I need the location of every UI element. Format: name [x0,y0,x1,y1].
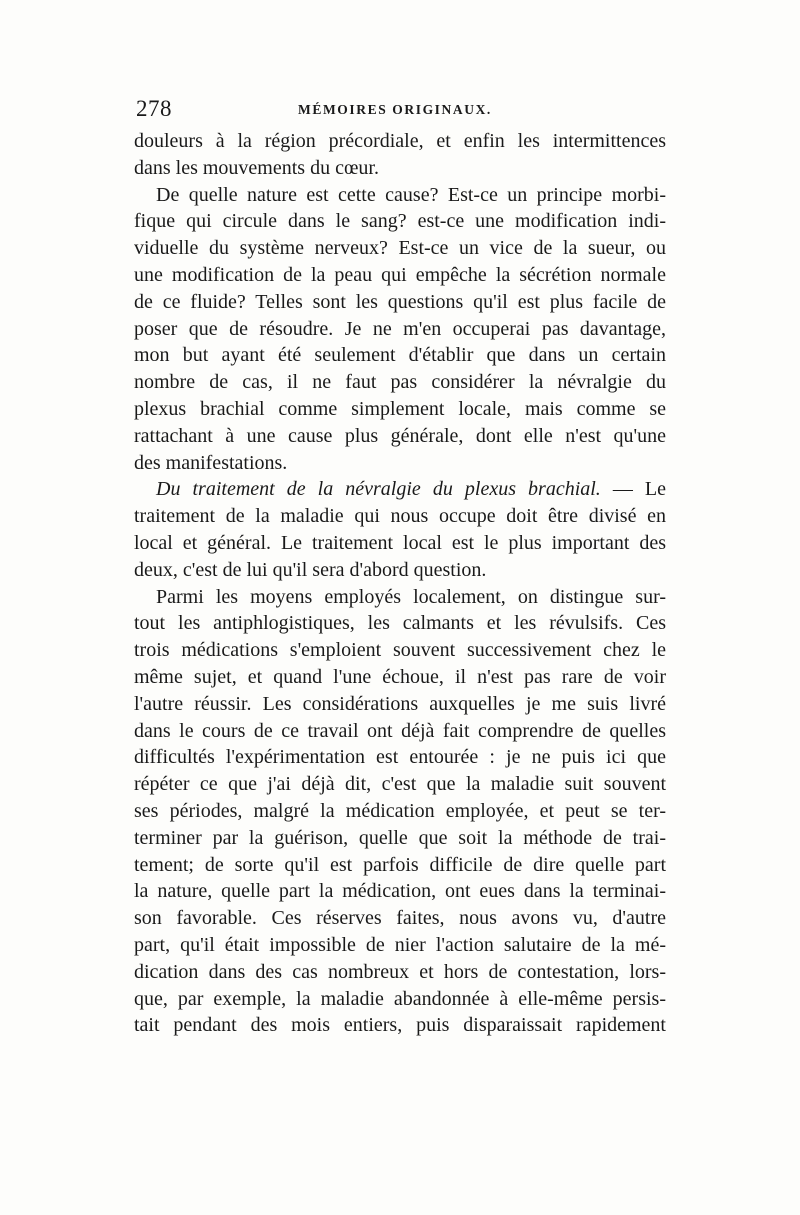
text-line: rattachant à une cause plus générale, dont elle n'est qu'une [134,424,666,447]
text-line: mon but ayant été seulement d'établir que dans un certain [134,344,666,367]
text-line: tait pendant des mois entiers, puis disparaissait rapidement [134,1014,666,1037]
text-line: fique qui circule dans le sang? est-ce une modification indi- [134,210,666,233]
page-number: 278 [136,96,172,121]
text-line: local et général. Le traitement local est le plus important des [134,531,666,554]
text-line: une modification de la peau qui empêche la sécrétion normale [134,263,666,286]
text-line: que, par exemple, la maladie abandonnée à elle-même persis- [134,987,666,1010]
text-line: tement; de sorte qu'il est parfois difficile de dire quelle part [134,853,666,876]
text-line: De quelle nature est cette cause? Est-ce un principe morbi- [156,183,666,206]
running-head: MÉMOIRES ORIGINAUX. [298,102,492,117]
text-line: dans les mouvements du cœur. [134,156,379,179]
section-heading: Du traitement de la névralgie du plexus brachial. [156,478,601,501]
text-line: — Le [612,478,666,501]
body-text [134,128,666,1039]
section-heading-line [134,476,666,503]
text-line: poser que de résoudre. Je ne m'en occuperai pas davantage, [134,317,666,340]
text-line: terminer par la guérison, quelle que soit la méthode de trai- [134,826,666,849]
text-line: son favorable. Ces réserves faites, nous avons vu, d'autre [134,907,666,930]
text-line: des manifestations. [134,451,288,474]
text-line: part, qu'il était impossible de nier l'action salutaire de la mé- [134,933,666,956]
text-line: de ce fluide? Telles sont les questions qu'il est plus facile de [134,290,666,313]
text-line: douleurs à la région précordiale, et enfin les intermittences [134,130,666,152]
text-line: dication dans des cas nombreux et hors de contestation, lors- [134,960,666,983]
text-line: deux, c'est de lui qu'il sera d'abord question. [134,558,487,581]
page-header [136,96,666,126]
text-line: viduelle du système nerveux? Est-ce un vice de la sueur, ou [134,237,666,260]
text-line: l'autre réussir. Les considérations auxquelles je me suis livré [134,692,666,715]
text-line: trois médications s'emploient souvent successivement chez le [134,639,666,662]
text-line: même sujet, et quand l'une échoue, il n'est pas rare de voir [134,665,666,688]
text-line: difficultés l'expérimentation est entourée : je ne puis ici que [134,746,666,769]
text-line: plexus brachial comme simplement locale, mais comme se [134,397,666,420]
text-line: tout les antiphlogistiques, les calmants et les révulsifs. Ces [134,612,666,635]
text-line: dans le cours de ce travail ont déjà fait comprendre de quelles [134,719,666,742]
text-line: répéter ce que j'ai déjà dit, c'est que la maladie suit souvent [134,773,666,796]
text-line: la nature, quelle part la médication, ont eues dans la terminai- [134,880,666,903]
text-line: Parmi les moyens employés localement, on distingue sur- [156,585,666,608]
text-line: traitement de la maladie qui nous occupe doit être divisé en [134,505,666,528]
text-line: ses périodes, malgré la médication employée, et peut se ter- [134,799,666,822]
text-line: nombre de cas, il ne faut pas considérer la névralgie du [134,371,666,394]
